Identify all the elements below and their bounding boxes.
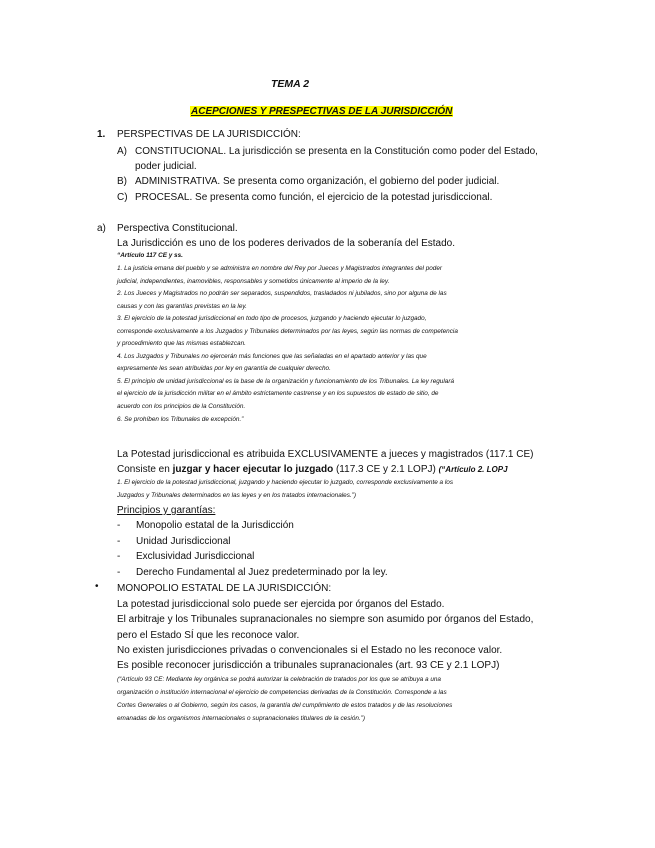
lopj-line: Juzgados y Tribunales determinados en las leyes y en los tratados internacionales.”): [117, 492, 356, 499]
list-marker-b: B): [117, 176, 127, 187]
article-117-line: causas y con las garantías previstas en la ley.: [117, 302, 247, 310]
article-117-line: 2. Los Jueces y Magistrados no podrán ser separados, suspendidos, trasladados ni jubilados, sino por alguna de las: [117, 290, 447, 297]
article-117-line: 5. El principio de unidad jurisdiccional es la base de la organización y funcionamiento de los Tribunales. La ley regulará: [117, 377, 455, 385]
dash-icon: -: [117, 567, 121, 578]
document-subtitle: [190, 101, 453, 119]
principle-item: Unidad Jurisdiccional: [136, 536, 231, 547]
principle-item: Monopolio estatal de la Jurisdicción: [136, 520, 294, 531]
monopolio-line: pero el Estado SÍ que les reconoce valor.: [117, 630, 300, 641]
section-a-intro: La Jurisdicción es uno de los poderes derivados de la soberanía del Estado.: [117, 238, 455, 249]
article-93-line: organización o institución internacional el ejercicio de competencias derivadas de la Constitución. Corresponde a las: [117, 689, 447, 696]
list-marker-c: C): [117, 192, 128, 203]
article-117-line: 3. El ejercicio de la potestad jurisdiccional en todo tipo de procesos, juzgando y haciendo ejecutar lo juzgado,: [117, 315, 427, 322]
principles-heading: Principios y garantías:: [117, 505, 216, 516]
article-117-line: 6. Se prohíben los Tribunales de excepción.”: [117, 416, 244, 423]
article-117-line: judicial, independientes, inamovibles, responsables y sometidos únicamente al imperio de la ley.: [117, 277, 390, 285]
list-item-constitucional: CONSTITUCIONAL. La jurisdicción se presenta en la Constitución como poder del Estado,: [135, 146, 538, 157]
article-117-ref: “Artículo 117 CE y ss.: [117, 252, 183, 259]
monopolio-line: La potestad jurisdiccional solo puede ser ejercida por órganos del Estado.: [117, 599, 445, 610]
consiste-italic: (“Artículo 2. LOPJ: [438, 465, 508, 474]
potestad-line: La Potestad jurisdiccional es atribuida EXCLUSIVAMENTE a jueces y magistrados (117.1 CE): [117, 449, 534, 460]
list-item-administrativa: ADMINISTRATIVA. Se presenta como organización, el gobierno del poder judicial.: [135, 176, 500, 187]
list-item-constitucional-cont: poder judicial.: [135, 161, 197, 172]
document-subtitle-text: ACEPCIONES Y PRESPECTIVAS DE LA JURISDICCIÓN: [191, 106, 453, 117]
article-117-line: y procedimiento que las mismas establezcan.: [117, 340, 246, 347]
article-117-line: corresponde exclusivamente a los Juzgados y Tribunales determinados por las leyes, según las normas de competencia: [117, 327, 458, 335]
article-93-line: Cortes Generales o al Gobierno, según los casos, la garantía del cumplimiento de estos tratados y de las resoluciones: [117, 702, 453, 709]
section-1-number: 1.: [97, 129, 106, 140]
article-117-line: expresamente les sean atribuidas por ley en garantía de cualquier derecho.: [117, 365, 331, 372]
lopj-line: 1. El ejercicio de la potestad jurisdiccional, juzgando y haciendo ejecutar lo juzgado, corresponde exclusivamente a los: [117, 479, 454, 486]
list-marker-a: A): [117, 146, 127, 157]
article-117-line: 1. La justicia emana del pueblo y se administra en nombre del Rey por Jueces y Magistrados integrantes del poder: [117, 265, 443, 272]
dash-icon: -: [117, 536, 121, 547]
page-title: TEMA 2: [271, 78, 310, 90]
dash-icon: -: [117, 551, 121, 562]
article-117-line: el ejercicio de la jurisdicción militar en el ámbito estrictamente castrense y en los supuestos de estado de sitio, de: [117, 390, 439, 397]
bullet-icon: •: [95, 581, 99, 592]
consiste-line: [117, 463, 508, 476]
principle-item: Derecho Fundamental al Juez predeterminado por la ley.: [136, 567, 388, 578]
dash-icon: -: [117, 520, 121, 531]
section-a-marker: a): [97, 223, 106, 234]
list-item-procesal: PROCESAL. Se presenta como función, el ejercicio de la potestad jurisdiccional.: [135, 192, 493, 203]
article-117-line: 4. Los Juzgados y Tribunales no ejercerán más funciones que las señaladas en el apartado anterior y las que: [117, 352, 427, 360]
monopolio-line: Es posible reconocer jurisdicción a tribunales supranacionales (art. 93 CE y 2.1 LOPJ): [117, 660, 500, 671]
article-93-line: emanadas de los organismos internacionales o supranacionales titulares de la cesión.”): [117, 715, 365, 722]
article-93-line: (“Artículo 93 CE: Mediante ley orgánica se podrá autorizar la celebración de tratados por los que se atribuya a una: [117, 676, 441, 683]
section-1-heading: PERSPECTIVAS DE LA JURISDICCIÓN:: [117, 129, 301, 140]
consiste-pre: Consiste en: [117, 464, 173, 475]
consiste-post: (117.3 CE y 2.1 LOPJ): [333, 464, 439, 475]
consiste-bold: juzgar y hacer ejecutar lo juzgado: [172, 464, 334, 475]
monopolio-line: No existen jurisdicciones privadas o convencionales si el Estado no les reconoce valor.: [117, 645, 503, 656]
monopolio-line: El arbitraje y los Tribunales supranacionales no siempre son asumido por órganos del Estado,: [117, 614, 534, 625]
monopolio-heading: MONOPOLIO ESTATAL DE LA JURISDICCIÓN:: [117, 583, 332, 594]
article-117-line: acuerdo con los principios de la Constitución.: [117, 402, 246, 410]
principle-item: Exclusividad Jurisdiccional: [136, 551, 255, 562]
section-a-heading: Perspectiva Constitucional.: [117, 223, 238, 234]
